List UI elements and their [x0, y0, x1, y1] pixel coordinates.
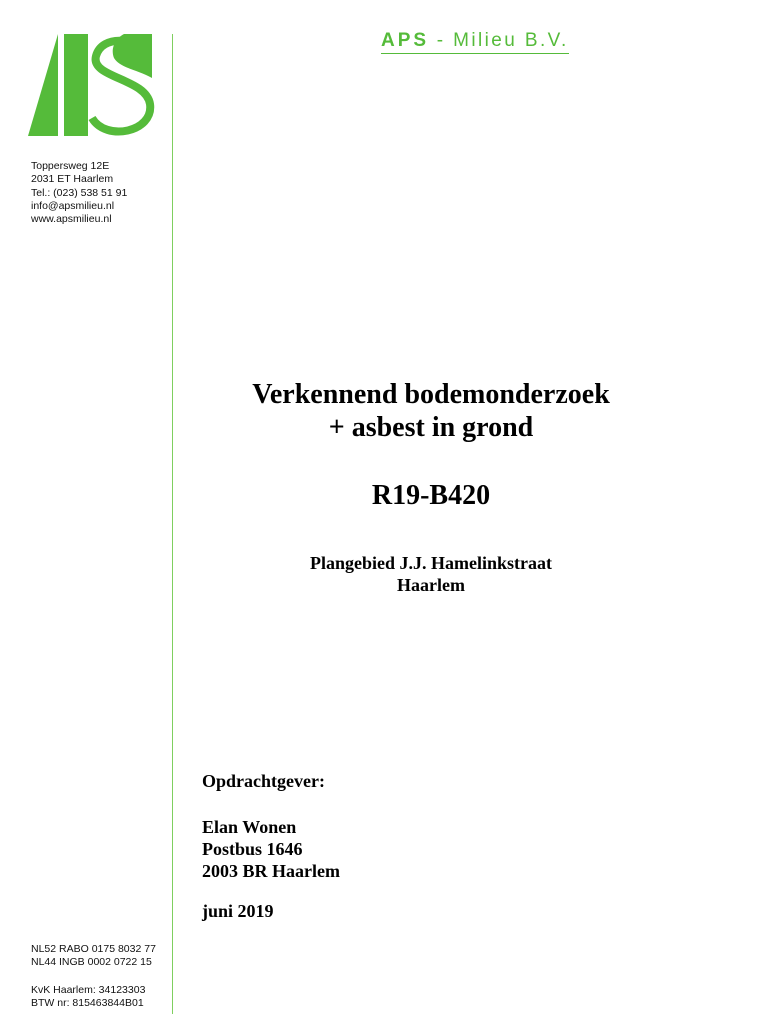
address-phone: Tel.: (023) 538 51 91 — [31, 186, 128, 199]
subject-line1: Plangebied J.J. Hamelinkstraat — [310, 553, 552, 573]
address-web: www.apsmilieu.nl — [31, 213, 112, 226]
report-title-line1: Verkennend bodemonderzoek — [252, 379, 610, 410]
address-postal: 2031 ET Haarlem — [31, 173, 114, 186]
address-street: Toppersweg 12E — [31, 160, 110, 172]
report-title — [173, 378, 689, 444]
report-subject — [173, 552, 689, 596]
bank-account-rabo: NL52 RABO 0175 8032 77 — [31, 943, 156, 955]
client-name: Elan Wonen — [202, 817, 297, 837]
report-date: juni 2019 — [202, 901, 274, 921]
bank-account-ing: NL44 INGB 0002 0722 15 — [31, 956, 152, 969]
aps-logo-icon — [28, 34, 156, 138]
report-title-line2: + asbest in grond — [328, 412, 534, 443]
registration-details — [31, 984, 145, 1011]
client-postbox: Postbus 1646 — [202, 839, 303, 859]
vertical-divider — [172, 34, 173, 1014]
kvk-number: KvK Haarlem: 34123303 — [31, 984, 146, 996]
bank-details — [31, 943, 156, 970]
brand-header — [381, 30, 569, 54]
company-address — [31, 160, 127, 226]
brand-suffix: - Milieu B.V. — [436, 30, 569, 51]
subject-line2: Haarlem — [397, 575, 465, 595]
btw-number: BTW nr: 815463844B01 — [31, 997, 144, 1010]
report-code: R19-B420 — [371, 480, 491, 511]
client-city: 2003 BR Haarlem — [202, 861, 340, 881]
client-label: Opdrachtgever: — [202, 771, 325, 791]
address-email: info@apsmilieu.nl — [31, 199, 115, 212]
brand-name: APS — [381, 30, 430, 51]
